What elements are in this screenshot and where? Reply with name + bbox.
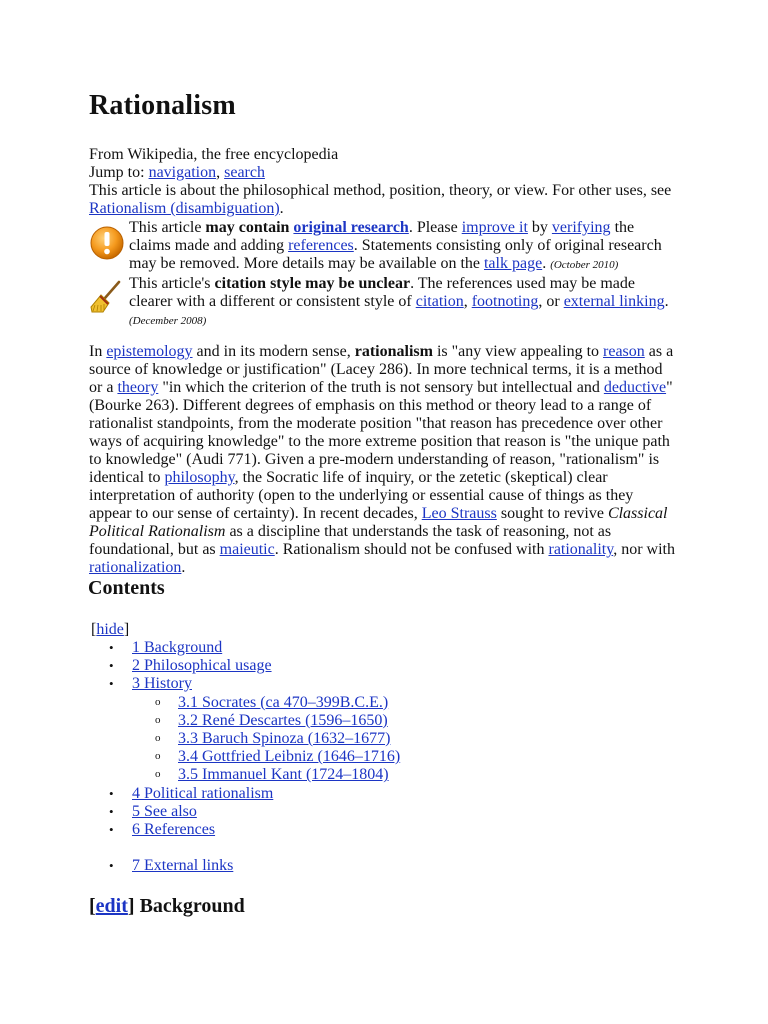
disambiguation-link[interactable]: Rationalism (disambiguation)	[89, 200, 280, 217]
toc-subitem	[89, 694, 489, 712]
jump-to: Jump to: navigation, search	[89, 164, 265, 181]
external-linking-link[interactable]: external linking	[563, 293, 665, 310]
reason-link[interactable]: reason	[603, 343, 645, 360]
epistemology-link[interactable]: epistemology	[106, 343, 193, 360]
deductive-link[interactable]: deductive	[603, 379, 667, 396]
toc-link-background[interactable]: 1 Background	[132, 639, 223, 656]
edit-section-link[interactable]: edit	[95, 895, 128, 917]
citation-link[interactable]: citation	[415, 293, 464, 310]
improve-link[interactable]: improve it	[461, 219, 528, 236]
rationalization-link[interactable]: rationalization	[89, 559, 182, 576]
toc-link-socrates[interactable]: 3.1 Socrates (ca 470–399B.C.E.)	[178, 693, 389, 711]
hatnote: This article is about the philosophical method, position, theory, or view. For other uses, see Rationalism (disambiguation).	[89, 182, 672, 217]
toc-item	[89, 639, 489, 657]
notice-date: (December 2008)	[129, 315, 207, 327]
notice-text: This article may contain original research. Please improve it by verifying the claims made and adding references. Statements consisting only of original research may be removed. More details may be available on the talk page. (October 2010)	[129, 219, 662, 272]
original-research-link[interactable]: original research	[293, 219, 409, 236]
toc-item	[89, 657, 489, 675]
intro-paragraph: In epistemology and in its modern sense, rationalism is "any view appealing to reason as a source of knowledge or justification" (Lacey 286). In more technical terms, it is a method or a theory "in which the criterion of the truth is not sensory but intellectual and deductive" (Bourke 263). Different degrees of emphasis on this method or theory lead to a range of rationalist standpoints, from the moderate position "that reason has precedence over other ways of acquiring knowledge" to the more extreme position that reason is "the unique path to knowledge" (Audi 771). Given a pre-modern understanding of reason, "rationalism" is identical to philosophy, the Socratic life of inquiry, or the zetetic (skeptical) clear interpretation of authority (open to the underlying or essential cause of things as they appear to our sense of certainty). In recent decades, Leo Strauss sought to revive Classical Political Rationalism as a discipline that understands the task of reasoning, not as foundational, but as maieutic. Rationalism should not be confused with rationality, nor with rationalization.	[89, 343, 675, 576]
section-heading-background: [edit] Background	[89, 895, 245, 917]
site-sub: From Wikipedia, the free encyclopedia	[89, 146, 339, 163]
toc-link-spinoza[interactable]: 3.3 Baruch Spinoza (1632–1677)	[178, 729, 391, 747]
toc-item	[89, 821, 489, 839]
toc-item	[89, 857, 489, 875]
leo-strauss-link[interactable]: Leo Strauss	[421, 505, 497, 522]
toc-item	[89, 785, 489, 803]
toc-link-political-rationalism[interactable]: 4 Political rationalism	[132, 784, 274, 802]
warning-icon	[89, 225, 125, 261]
toc-link-see-also[interactable]: 5 See also	[132, 802, 197, 820]
toc-subitem	[89, 766, 489, 784]
verifying-link[interactable]: verifying	[551, 219, 611, 236]
toc-subitem	[89, 748, 489, 766]
article-intro-meta	[89, 146, 679, 218]
page-title: Rationalism	[89, 90, 236, 121]
toc-link-history[interactable]: 3 History	[132, 675, 192, 693]
notice-text: This article's citation style may be unclear. The references used may be made clearer with a different or consistent style of citation, footnoting, or external linking. (December 2008)	[129, 275, 669, 327]
toc-hide-link[interactable]: hide	[96, 621, 124, 638]
references-link[interactable]: references	[288, 237, 354, 254]
contents-title: Contents	[88, 577, 165, 599]
broom-icon	[89, 279, 125, 315]
toc-subitem	[89, 730, 489, 748]
table-of-contents	[89, 621, 489, 875]
toc-link-leibniz[interactable]: 3.4 Gottfried Leibniz (1646–1716)	[178, 748, 401, 766]
jump-search-link[interactable]: search	[224, 164, 265, 181]
toc-list	[89, 639, 489, 875]
notice-date: (October 2010)	[550, 259, 619, 271]
toc-subitem	[89, 712, 489, 730]
toc-link-external-links[interactable]: 7 External links	[132, 857, 234, 875]
theory-link[interactable]: theory	[117, 379, 159, 396]
toc-item	[89, 803, 489, 821]
toc-item	[89, 675, 489, 693]
jump-navigation-link[interactable]: navigation	[148, 164, 217, 181]
talk-page-link[interactable]: talk page	[483, 255, 543, 272]
toc-link-kant[interactable]: 3.5 Immanuel Kant (1724–1804)	[178, 766, 389, 784]
footnoting-link[interactable]: footnoting	[471, 293, 539, 310]
maieutic-link[interactable]: maieutic	[219, 541, 275, 558]
toc-link-descartes[interactable]: 3.2 René Descartes (1596–1650)	[178, 711, 388, 729]
rationality-link[interactable]: rationality	[548, 541, 614, 558]
toc-hide: [hide]	[91, 621, 130, 638]
philosophy-link[interactable]: philosophy	[164, 469, 235, 486]
toc-link-references[interactable]: 6 References	[132, 820, 216, 838]
toc-link-philosophical-usage[interactable]: 2 Philosophical usage	[132, 657, 272, 675]
